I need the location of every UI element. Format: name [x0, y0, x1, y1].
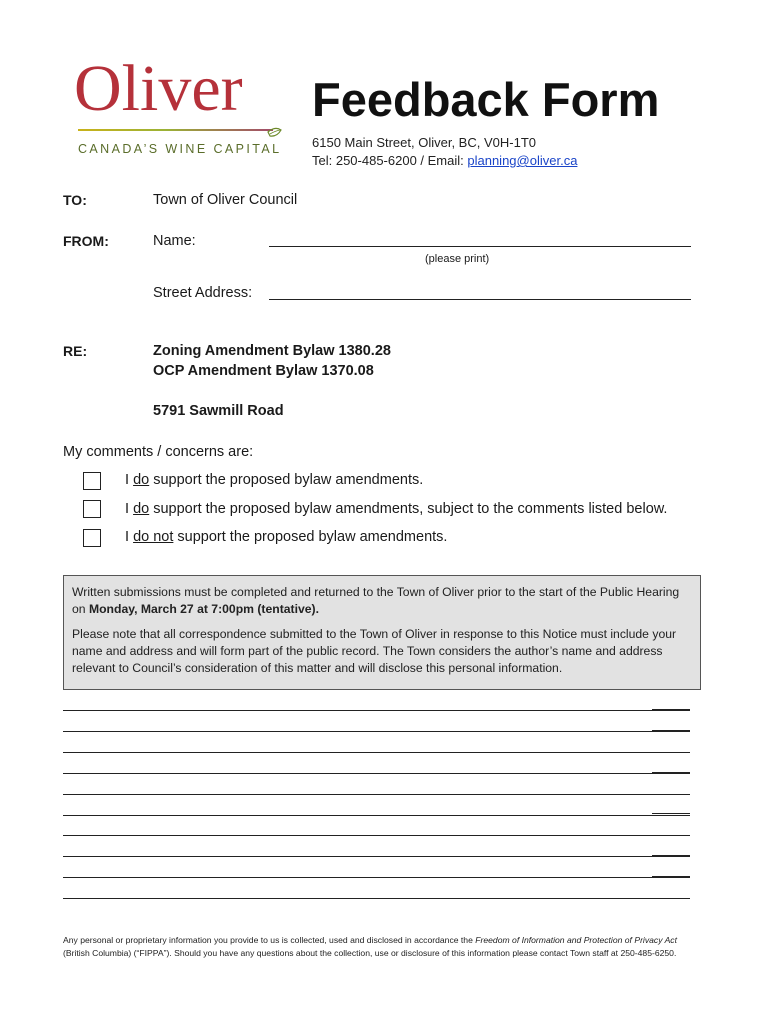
re-label: RE:: [63, 343, 88, 359]
name-field[interactable]: [269, 246, 691, 247]
contact-prefix: Tel: 250-485-6200 / Email:: [312, 153, 468, 168]
contact-line: [312, 153, 577, 168]
comment-line[interactable]: [63, 710, 690, 711]
re-ocp-bylaw: OCP Amendment Bylaw 1370.08: [153, 363, 374, 379]
notice-deadline-date: Monday, March 27 at 7:00pm (tentative).: [88, 602, 319, 616]
footer-text-start: Any personal or proprietary information you provide to us is collected, used and disclosed in accordance the: [63, 935, 476, 945]
comment-line[interactable]: [63, 856, 690, 857]
street-address-field[interactable]: [269, 299, 691, 300]
oliver-logo-wordmark: Oliver: [74, 52, 243, 125]
from-label: FROM:: [63, 233, 109, 249]
re-zoning-bylaw: Zoning Amendment Bylaw 1380.28: [153, 343, 391, 359]
option-prefix: I: [125, 472, 134, 488]
grape-leaf-icon: [266, 124, 284, 140]
name-hint: (please print): [425, 253, 490, 265]
support-with-comments-option-label: [125, 501, 667, 517]
comment-line-end: [652, 813, 690, 814]
comment-line[interactable]: [63, 877, 690, 878]
name-label: Name:: [153, 233, 196, 249]
to-value: Town of Oliver Council: [153, 192, 298, 208]
to-label: TO:: [63, 192, 87, 208]
option-suffix: support the proposed bylaw amendments.: [149, 472, 424, 488]
comment-line[interactable]: [63, 731, 690, 732]
notice-deadline-paragraph: [72, 584, 692, 618]
page-title: Feedback Form: [312, 73, 660, 126]
re-property-address: 5791 Sawmill Road: [153, 403, 284, 419]
notice-privacy-paragraph: Please note that all correspondence submitted to the Town of Oliver in response to this Notice must include your name and address and will form part of the public record. The Town considers the author’s name and address relevant to Council’s consideration of this matter and will disclose this personal information.: [72, 627, 677, 675]
footer-text-end: (British Columbia) (“FIPPA”). Should you have any questions about the collection, use or disclosure of this information please contact Town staff at 250-485-6250.: [63, 948, 677, 958]
option-suffix: support the proposed bylaw amendments.: [173, 529, 448, 545]
office-address: 6150 Main Street, Oliver, BC, V0H-1T0: [312, 135, 536, 150]
option-suffix: support the proposed bylaw amendments, subject to the comments listed below.: [149, 501, 668, 517]
comment-line[interactable]: [63, 815, 690, 816]
email-link[interactable]: planning@oliver.ca: [467, 153, 578, 168]
logo-divider: [78, 129, 273, 131]
comment-line[interactable]: [63, 835, 690, 836]
do-not-support-option-label: [125, 529, 447, 545]
option-emphasis: do: [133, 501, 150, 517]
comments-prompt: My comments / concerns are:: [63, 444, 254, 460]
option-emphasis: do: [133, 472, 150, 488]
footer-act-name: Freedom of Information and Protection of Privacy Act: [475, 935, 677, 945]
comment-line[interactable]: [63, 752, 690, 753]
submission-notice-box: [63, 575, 701, 690]
comment-line[interactable]: [63, 898, 690, 899]
comment-line[interactable]: [63, 773, 690, 774]
support-with-comments-checkbox[interactable]: [83, 500, 101, 518]
notice-deadline-text: Written submissions must be completed and returned to the Town of Oliver prior to the start of the Public Hearing on: [72, 585, 680, 616]
option-emphasis: do not: [133, 529, 174, 545]
comment-line[interactable]: [63, 794, 690, 795]
support-checkbox[interactable]: [83, 472, 101, 490]
privacy-footer: [63, 934, 703, 960]
option-prefix: I: [125, 529, 134, 545]
support-option-label: [125, 472, 423, 488]
option-prefix: I: [125, 501, 134, 517]
street-address-label: Street Address:: [153, 285, 253, 301]
logo-tagline: CANADA’S WINE CAPITAL: [78, 142, 282, 156]
do-not-support-checkbox[interactable]: [83, 529, 101, 547]
